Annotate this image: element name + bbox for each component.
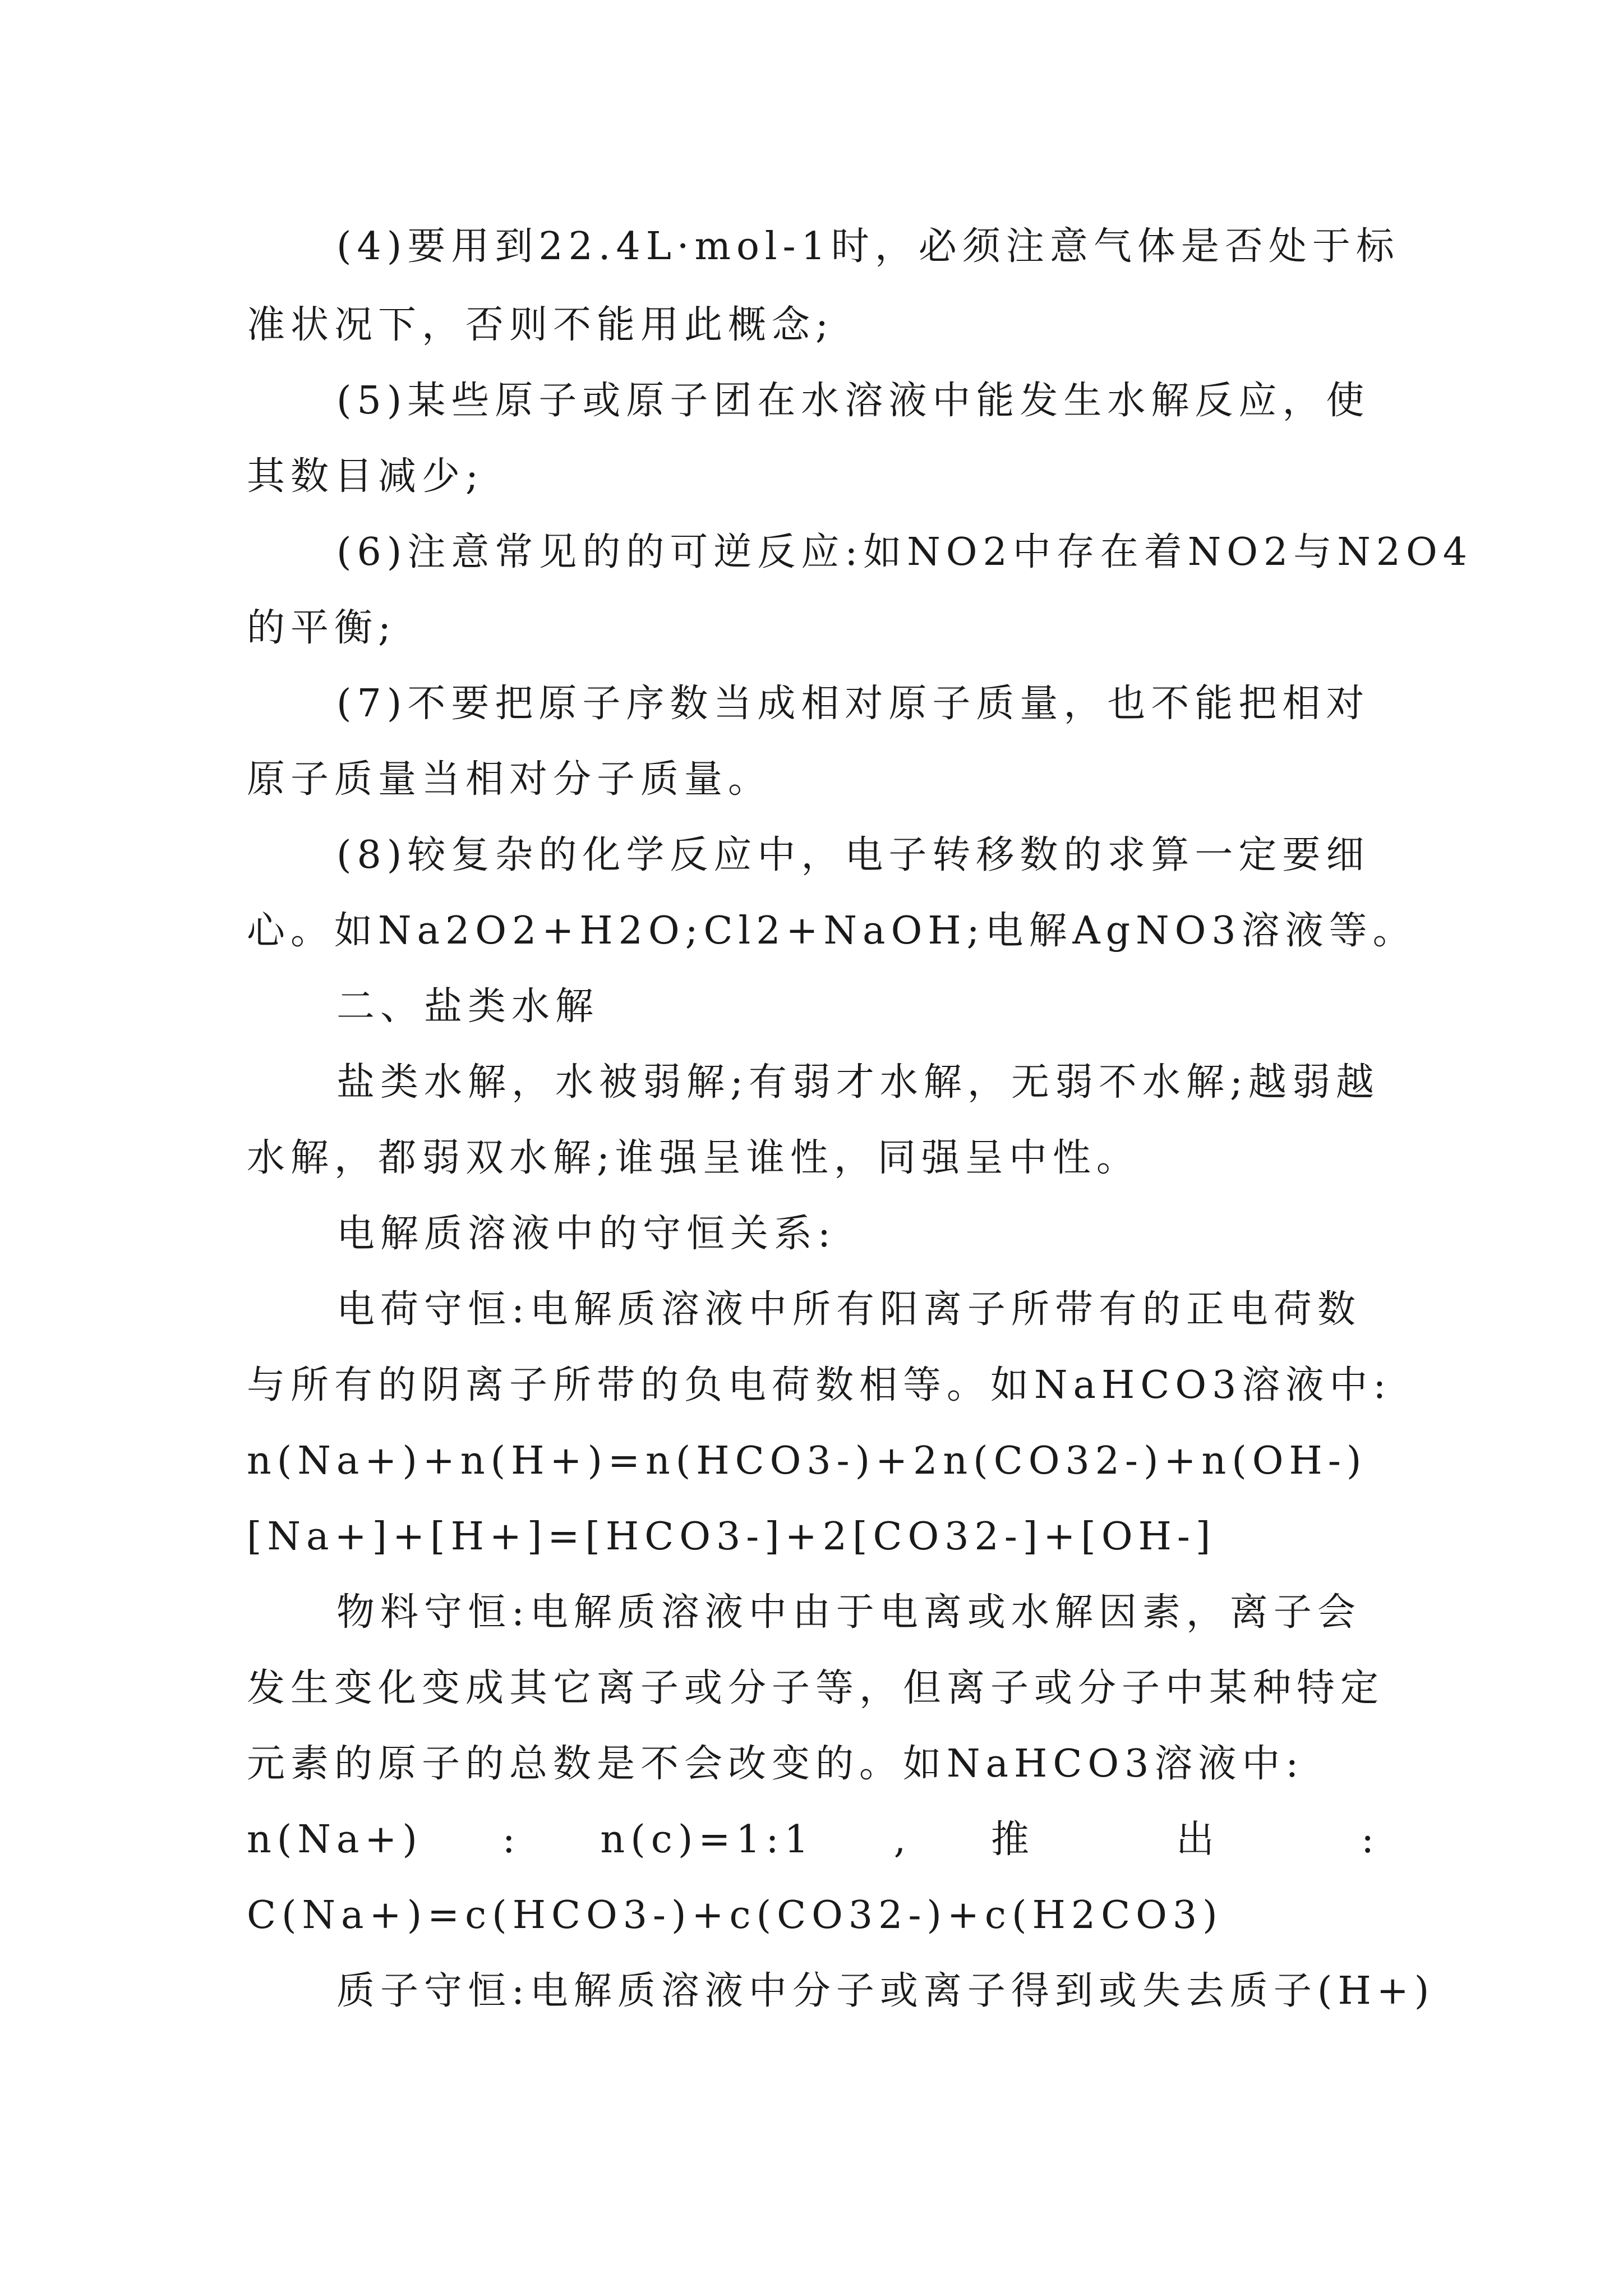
formula-line: n(Na+)+n(H+)=n(HCO3-)+2n(CO32-)+n(OH-): [247, 1439, 1367, 1483]
text-line: (4)要用到22.4L·mol-1时，必须注意气体是否处于标: [336, 224, 1400, 269]
text-line: 电解质溶液中的守恒关系:: [336, 1212, 836, 1256]
section-heading: 二、盐类水解: [336, 984, 600, 1029]
text-line: 心。如Na2O2+H2O;Cl2+NaOH;电解AgNO3溶液等。: [247, 909, 1417, 953]
text-line: (5)某些原子或原子团在水溶液中能发生水解反应，使: [336, 379, 1370, 423]
text-line: 水解，都弱双水解;谁强呈谁性，同强呈中性。: [247, 1136, 1140, 1180]
text-line: 电荷守恒:电解质溶液中所有阳离子所带有的正电荷数: [336, 1287, 1361, 1332]
text-line: (6)注意常见的的可逆反应:如NO2中存在着NO2与N2O4: [336, 530, 1473, 574]
text-line: 的平衡;: [247, 606, 396, 650]
text-line: 质子守恒:电解质溶液中分子或离子得到或失去质子(H+): [336, 1969, 1435, 2013]
formula-line: [Na+]+[H+]=[HCO3-]+2[CO32-]+[OH-]: [247, 1515, 1216, 1559]
text-line: (7)不要把原子序数当成相对原子质量，也不能把相对: [336, 682, 1370, 726]
formula-line: C(Na+)=c(HCO3-)+c(CO32-)+c(H2CO3): [247, 1893, 1223, 1938]
text-line: (8)较复杂的化学反应中，电子转移数的求算一定要细: [336, 833, 1370, 877]
formula-line: n(Na+) : n(c)=1:1 , 推 出 :: [247, 1818, 1380, 1862]
text-line: 发生变化变成其它离子或分子等，但离子或分子中某种特定: [247, 1666, 1385, 1710]
text-line: 元素的原子的总数是不会改变的。如NaHCO3溶液中:: [247, 1742, 1304, 1786]
text-line: 准状况下，否则不能用此概念;: [247, 303, 834, 347]
text-line: 与所有的阴离子所带的负电荷数相等。如NaHCO3溶液中:: [247, 1363, 1392, 1407]
text-line: 原子质量当相对分子质量。: [247, 757, 772, 802]
text-line: 其数目减少;: [247, 454, 484, 499]
text-line: 盐类水解，水被弱解;有弱才水解，无弱不水解;越弱越: [336, 1060, 1380, 1105]
text-line: 物料守恒:电解质溶液中由于电离或水解因素，离子会: [336, 1590, 1361, 1635]
